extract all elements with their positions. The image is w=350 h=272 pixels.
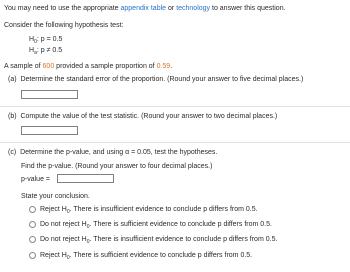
technology-link[interactable]: technology — [176, 5, 211, 12]
pvalue-label: p-value = — [21, 176, 50, 183]
sample-proportion: 0.59 — [156, 63, 171, 70]
test-statistic-input[interactable] — [21, 126, 78, 135]
appendix-table-link-text[interactable]: appendix table — [120, 5, 167, 12]
pvalue-instruction: Find the p-value. (Round your answer to four decimal places.) — [21, 163, 213, 170]
radio-button[interactable] — [29, 252, 36, 259]
radio-button[interactable] — [29, 221, 36, 228]
option-label: Reject $H_0$. There is sufficient evidence to conclude p differs from 0.5. — [40, 252, 253, 261]
part-b-question: (b) Compute the value of the test statistic. (Round your answer to two decimal places.) — [8, 113, 278, 120]
option-label: Do not reject $H_0$. There is sufficient evidence to conclude p differs from 0.5. — [40, 221, 272, 230]
option-label: Reject $H_0$. There is insufficient evidence to conclude p differs from 0.5. — [40, 206, 258, 215]
radio-button[interactable] — [29, 236, 36, 243]
conclusion-label: State your conclusion. — [21, 193, 90, 200]
null-hypothesis: $H_0$: p = 0.5 — [29, 36, 63, 45]
pvalue-input[interactable] — [57, 174, 114, 183]
radio-button[interactable] — [29, 206, 36, 213]
standard-error-input[interactable] — [21, 90, 78, 99]
consider-text: Consider the following hypothesis test: — [4, 22, 124, 29]
sample-size: 600 — [42, 63, 55, 70]
option-label: Do not reject $H_0$. There is insufficient evidence to conclude p differs from 0.5. — [40, 236, 278, 245]
divider-b — [0, 142, 350, 143]
part-c-question: (c) Determine the p-value, and using α = 0.05, test the hypotheses. — [8, 149, 218, 156]
alternative-hypothesis: $H_a$: p ≠ 0.5 — [29, 47, 63, 56]
sample-statement: A sample of 600 provided a sample proportion of 0.59. — [4, 63, 173, 70]
divider-a — [0, 106, 350, 107]
part-a-question: (a) Determine the standard error of the proportion. (Round your answer to five decimal places.) — [8, 76, 304, 83]
intro-line: You may need to use the appropriate appendix table or technology to answer this question. — [4, 5, 286, 12]
